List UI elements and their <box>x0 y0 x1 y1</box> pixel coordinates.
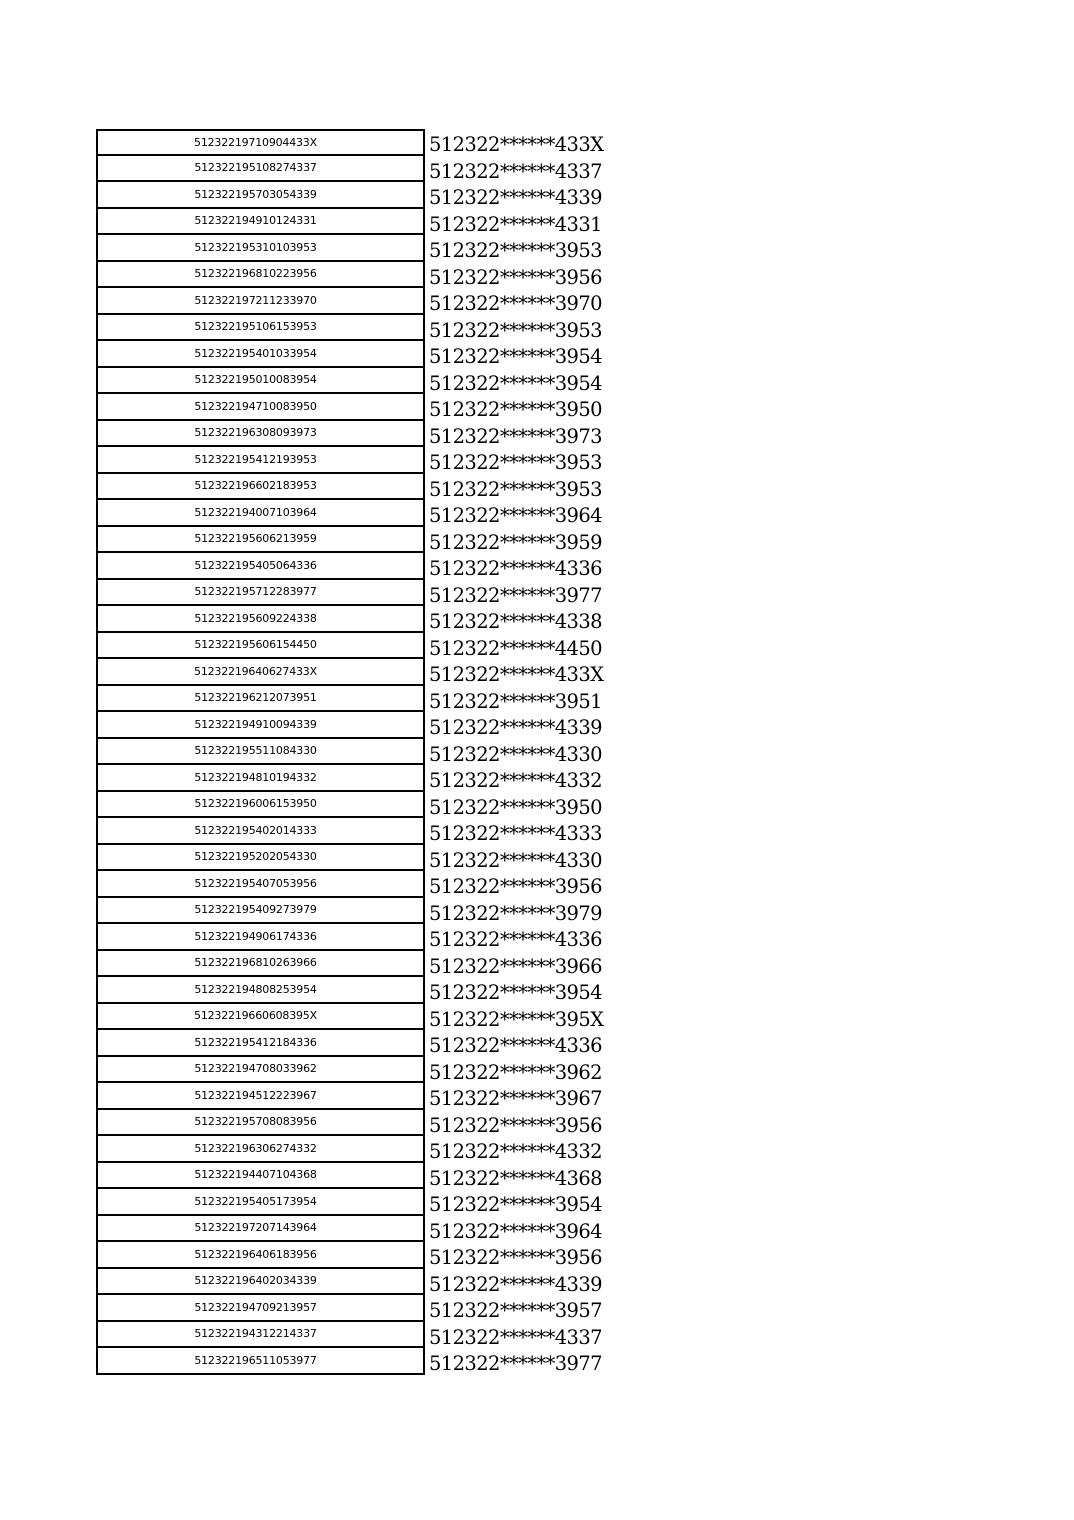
table-row <box>96 951 625 978</box>
masked-id-cell[interactable]: 512322******3956 <box>429 875 602 898</box>
table-row <box>96 421 625 448</box>
masked-id-cell[interactable]: 512322******3953 <box>429 451 602 474</box>
masked-id-cell[interactable]: 512322******3954 <box>429 345 602 368</box>
id-number-cell[interactable]: 512322195202054330 <box>96 845 425 872</box>
id-number-cell[interactable]: 512322195511084330 <box>96 739 425 766</box>
id-number-cell[interactable]: 512322195703054339 <box>96 182 425 209</box>
id-number-cell[interactable]: 512322196402034339 <box>96 1269 425 1296</box>
table-row <box>96 818 625 845</box>
masked-id-cell[interactable]: 512322******4336 <box>429 557 602 580</box>
masked-id-cell[interactable]: 512322******3954 <box>429 981 602 1004</box>
id-number-cell[interactable]: 512322194512223967 <box>96 1083 425 1110</box>
table-row <box>96 182 625 209</box>
masked-id-cell[interactable]: 512322******4333 <box>429 822 602 845</box>
masked-id-cell[interactable]: 512322******3967 <box>429 1087 602 1110</box>
table-row <box>96 924 625 951</box>
id-number-cell[interactable]: 512322196308093973 <box>96 421 425 448</box>
table-row <box>96 262 625 289</box>
table-row <box>96 368 625 395</box>
table-row <box>96 686 625 713</box>
id-number-cell[interactable]: 512322194910124331 <box>96 209 425 236</box>
id-number-cell[interactable]: 512322194710083950 <box>96 394 425 421</box>
id-number-cell[interactable]: 512322195106153953 <box>96 315 425 342</box>
table-row <box>96 898 625 925</box>
table-row <box>96 1322 625 1349</box>
id-number-cell[interactable]: 512322196810223956 <box>96 262 425 289</box>
table-row <box>96 553 625 580</box>
id-number-cell[interactable]: 512322195402014333 <box>96 818 425 845</box>
id-number-cell[interactable]: 512322195712283977 <box>96 580 425 607</box>
table-row <box>96 1242 625 1269</box>
table-row <box>96 1030 625 1057</box>
table-row <box>96 1136 625 1163</box>
masked-id-cell[interactable]: 512322******4338 <box>429 610 602 633</box>
masked-id-cell[interactable]: 512322******4339 <box>429 1272 602 1296</box>
masked-id-cell[interactable]: 512322******4339 <box>429 716 602 739</box>
table-row <box>96 765 625 792</box>
id-number-cell[interactable]: 512322194007103964 <box>96 500 425 527</box>
masked-id-cell[interactable]: 512322******433X <box>429 133 604 156</box>
table-row <box>96 1189 625 1216</box>
id-number-cell[interactable]: 512322197211233970 <box>96 288 425 315</box>
id-number-cell[interactable]: 512322195108274337 <box>96 156 425 183</box>
table-row <box>96 394 625 421</box>
id-number-cell[interactable]: 512322196306274332 <box>96 1136 425 1163</box>
masked-id-cell[interactable]: 512322******3977 <box>429 1352 602 1375</box>
id-number-cell[interactable]: 512322194709213957 <box>96 1295 425 1322</box>
id-number-cell[interactable]: 512322195401033954 <box>96 341 425 368</box>
masked-id-cell[interactable]: 512322******4339 <box>429 186 602 209</box>
id-number-cell[interactable]: 512322195609224338 <box>96 606 425 633</box>
masked-id-cell[interactable]: 512322******4332 <box>429 1140 602 1163</box>
id-number-cell[interactable]: 512322196006153950 <box>96 792 425 819</box>
table-row <box>96 1269 625 1296</box>
id-number-cell[interactable]: 512322195708083956 <box>96 1110 425 1137</box>
id-number-cell[interactable]: 512322195409273979 <box>96 898 425 925</box>
id-number-cell[interactable]: 512322194910094339 <box>96 712 425 739</box>
table-row <box>96 845 625 872</box>
table-row <box>96 1004 625 1031</box>
id-number-cell[interactable]: 51232219640627433X <box>96 659 425 686</box>
masked-id-cell[interactable]: 512322******3954 <box>429 371 602 395</box>
masked-id-cell[interactable]: 512322******4331 <box>429 212 602 236</box>
table-row <box>96 1163 625 1190</box>
masked-id-cell[interactable]: 512322******4337 <box>429 159 602 183</box>
masked-id-cell[interactable]: 512322******3956 <box>429 1113 602 1137</box>
masked-id-cell[interactable]: 512322******3964 <box>429 504 602 527</box>
masked-id-cell[interactable]: 512322******3959 <box>429 530 602 554</box>
table-row <box>96 1216 625 1243</box>
masked-id-cell[interactable]: 512322******3979 <box>429 901 602 925</box>
id-number-cell[interactable]: 512322196602183953 <box>96 474 425 501</box>
masked-id-cell[interactable]: 512322******3951 <box>429 689 602 713</box>
masked-id-cell[interactable]: 512322******395X <box>429 1007 604 1031</box>
masked-id-cell[interactable]: 512322******3950 <box>429 398 602 421</box>
masked-id-cell[interactable]: 512322******3977 <box>429 583 602 607</box>
masked-id-cell[interactable]: 512322******4368 <box>429 1166 602 1190</box>
table-row <box>96 659 625 686</box>
masked-id-cell[interactable]: 512322******3956 <box>429 1246 602 1269</box>
table-row <box>96 1083 625 1110</box>
masked-id-cell[interactable]: 512322******3954 <box>429 1193 602 1216</box>
id-number-cell[interactable]: 512322195606154450 <box>96 633 425 660</box>
table-row <box>96 527 625 554</box>
table-row <box>96 209 625 236</box>
id-number-cell[interactable]: 512322194407104368 <box>96 1163 425 1190</box>
id-number-cell[interactable]: 512322194906174336 <box>96 924 425 951</box>
table-row <box>96 1110 625 1137</box>
id-number-cell[interactable]: 51232219660608395X <box>96 1004 425 1031</box>
id-number-cell[interactable]: 512322194810194332 <box>96 765 425 792</box>
masked-id-cell[interactable]: 512322******4337 <box>429 1325 602 1349</box>
table-row <box>96 341 625 368</box>
masked-id-cell[interactable]: 512322******3962 <box>429 1060 602 1084</box>
table-row <box>96 871 625 898</box>
table-row <box>96 156 625 183</box>
id-number-cell[interactable]: 512322195606213959 <box>96 527 425 554</box>
masked-id-cell[interactable]: 512322******4450 <box>429 636 602 660</box>
table-row <box>96 315 625 342</box>
id-number-cell[interactable]: 512322195310103953 <box>96 235 425 262</box>
id-number-cell[interactable]: 512322194808253954 <box>96 977 425 1004</box>
table-row <box>96 235 625 262</box>
masked-id-cell[interactable]: 512322******433X <box>429 663 604 686</box>
id-number-cell[interactable]: 512322196511053977 <box>96 1348 425 1375</box>
masked-id-cell[interactable]: 512322******4336 <box>429 1034 602 1057</box>
id-number-cell[interactable]: 512322195010083954 <box>96 368 425 395</box>
masked-id-cell[interactable]: 512322******4330 <box>429 848 602 872</box>
masked-id-cell[interactable]: 512322******3973 <box>429 424 602 448</box>
table-row <box>96 633 625 660</box>
masked-id-cell[interactable]: 512322******3953 <box>429 239 602 262</box>
id-number-cell[interactable]: 512322196212073951 <box>96 686 425 713</box>
id-number-cell[interactable]: 512322196810263966 <box>96 951 425 978</box>
table-row <box>96 580 625 607</box>
masked-id-cell[interactable]: 512322******4330 <box>429 742 602 766</box>
masked-id-cell[interactable]: 512322******3966 <box>429 954 602 978</box>
table-row <box>96 129 625 156</box>
table-row <box>96 606 625 633</box>
table-row <box>96 977 625 1004</box>
id-number-cell[interactable]: 512322195405064336 <box>96 553 425 580</box>
table-row <box>96 739 625 766</box>
masked-id-cell[interactable]: 512322******3957 <box>429 1299 602 1322</box>
table-row <box>96 288 625 315</box>
id-number-cell[interactable]: 512322195412193953 <box>96 447 425 474</box>
id-number-cell[interactable]: 512322196406183956 <box>96 1242 425 1269</box>
id-number-cell[interactable]: 512322195407053956 <box>96 871 425 898</box>
id-number-cell[interactable]: 512322195405173954 <box>96 1189 425 1216</box>
id-number-cell[interactable]: 512322194708033962 <box>96 1057 425 1084</box>
masked-id-cell[interactable]: 512322******3964 <box>429 1219 602 1243</box>
id-number-cell[interactable]: 512322195412184336 <box>96 1030 425 1057</box>
table-row <box>96 474 625 501</box>
masked-id-cell[interactable]: 512322******3970 <box>429 292 602 315</box>
table-row <box>96 447 625 474</box>
masked-id-cell[interactable]: 512322******3950 <box>429 795 602 819</box>
masked-id-cell[interactable]: 512322******4332 <box>429 769 602 792</box>
table-row <box>96 500 625 527</box>
table-row <box>96 712 625 739</box>
masked-id-cell[interactable]: 512322******3953 <box>429 477 602 501</box>
masked-id-cell[interactable]: 512322******3953 <box>429 318 602 342</box>
id-table <box>96 129 625 1375</box>
table-row <box>96 1295 625 1322</box>
id-number-cell[interactable]: 51232219710904433X <box>96 129 425 156</box>
id-number-cell[interactable]: 512322194312214337 <box>96 1322 425 1349</box>
masked-id-cell[interactable]: 512322******4336 <box>429 928 602 951</box>
table-row <box>96 1348 625 1375</box>
masked-id-cell[interactable]: 512322******3956 <box>429 265 602 289</box>
table-row <box>96 792 625 819</box>
table-row <box>96 1057 625 1084</box>
id-number-cell[interactable]: 512322197207143964 <box>96 1216 425 1243</box>
